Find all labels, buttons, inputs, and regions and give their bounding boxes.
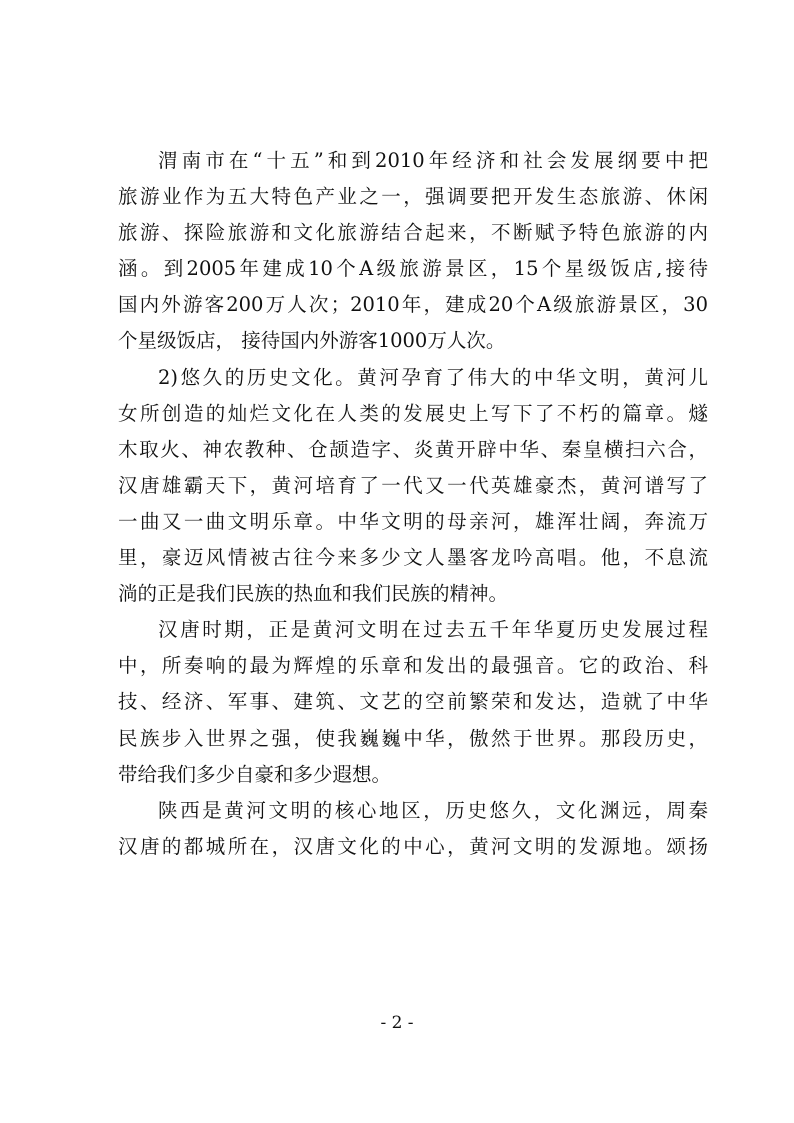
paragraph-line: 木取火、神农教种、仓颉造字、炎黄开辟中华、秦皇横扫六合， <box>118 437 708 461</box>
paragraph-line: 带给我们多少自豪和多少遐想。 <box>118 762 392 786</box>
paragraph-line: 中，所奏响的最为辉煌的乐章和发出的最强音。它的政治、科 <box>118 654 708 678</box>
page-number: - 2 - <box>380 1013 414 1033</box>
paragraph-2 <box>118 360 708 613</box>
paragraph-line: 旅游、探险旅游和文化旅游结合起来，不断赋予特色旅游的内 <box>118 221 708 245</box>
paragraph-line: 渭南市在“十五”和到2010年经济和社会发展纲要中把 <box>158 149 708 172</box>
paragraph-line: 淌的正是我们民族的热血和我们民族的精神。 <box>118 582 509 606</box>
paragraph-line: 旅游业作为五大特色产业之一，强调要把开发生态旅游、休闲 <box>118 185 708 209</box>
paragraph-line: 里，豪迈风情被古往今来多少文人墨客龙吟高唱。他，不息流 <box>118 546 708 570</box>
body-text <box>118 143 708 865</box>
paragraph-line: 汉唐时期，正是黄河文明在过去五千年华夏历史发展过程 <box>158 618 708 642</box>
paragraph-line: 技、经济、军事、建筑、文艺的空前繁荣和发达，造就了中华 <box>118 690 708 714</box>
paragraph-line: 国内外游客200万人次；2010年，建成20个A级旅游景区，30 <box>118 293 708 317</box>
paragraph-line: 汉唐的都城所在，汉唐文化的中心，黄河文明的发源地。颂扬 <box>118 834 708 858</box>
paragraph-line: 女所创造的灿烂文化在人类的发展史上写下了不朽的篇章。燧 <box>118 401 708 425</box>
paragraph-4 <box>118 793 708 865</box>
paragraph-line: 个星级饭店， 接待国内外游客1000万人次。 <box>118 329 506 353</box>
paragraph-line: 2)悠久的历史文化。黄河孕育了伟大的中华文明，黄河儿 <box>158 365 708 389</box>
paragraph-3 <box>118 612 708 792</box>
paragraph-line: 一曲又一曲文明乐章。中华文明的母亲河，雄浑壮阔，奔流万 <box>118 509 708 533</box>
paragraph-1 <box>118 143 708 360</box>
paragraph-line: 陕西是黄河文明的核心地区，历史悠久，文化渊远，周秦 <box>158 798 708 822</box>
paragraph-line: 涵。到2005年建成10个A级旅游景区，15个星级饭店,接待 <box>118 257 708 281</box>
paragraph-line: 汉唐雄霸天下，黄河培育了一代又一代英雄豪杰，黄河谱写了 <box>118 473 708 497</box>
paragraph-line: 民族步入世界之强，使我巍巍中华，傲然于世界。那段历史， <box>118 726 708 750</box>
